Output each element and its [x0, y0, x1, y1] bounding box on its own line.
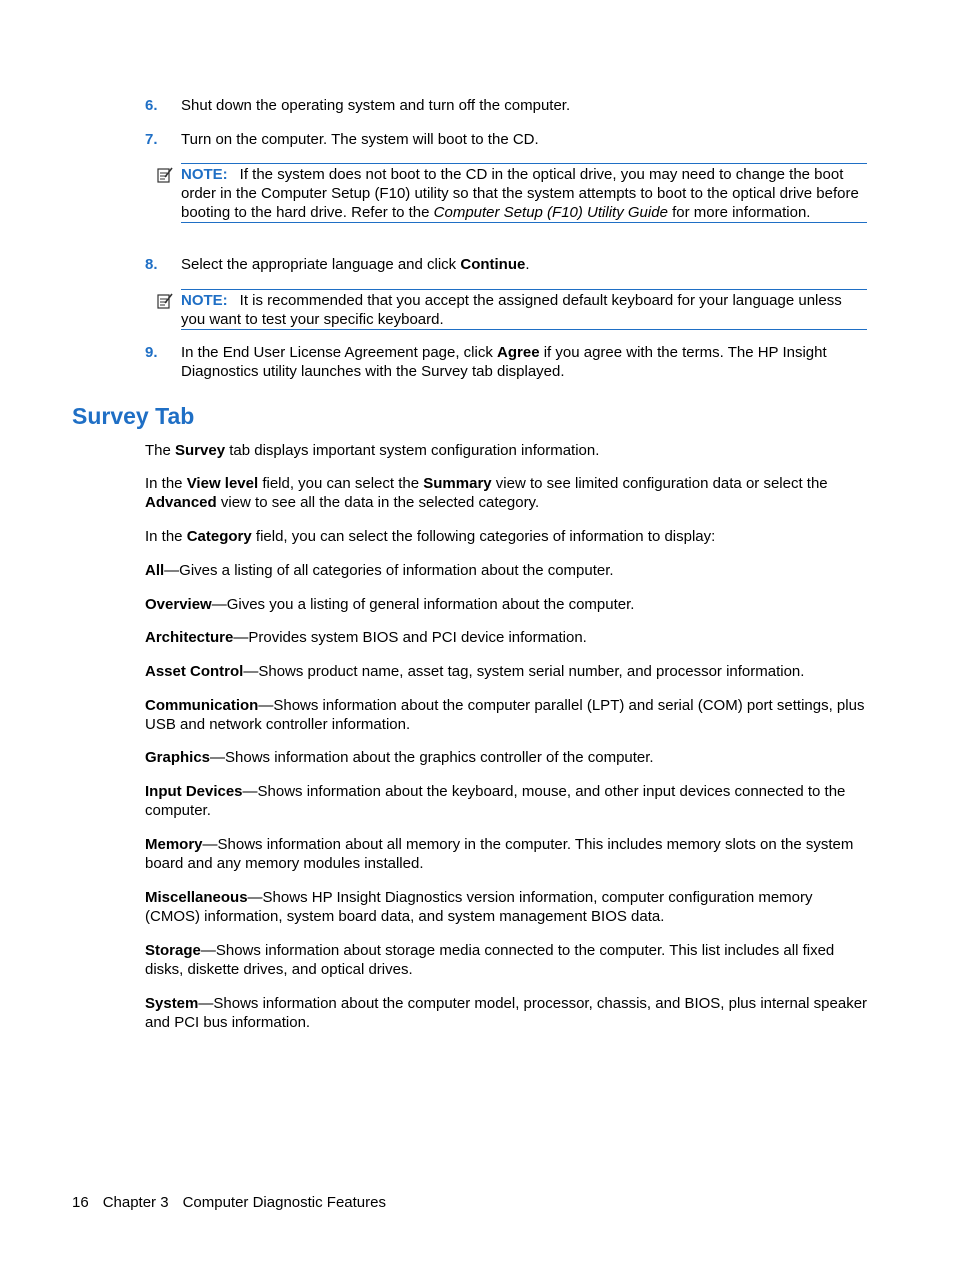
- category-item: [145, 888, 871, 926]
- note-icon: [156, 292, 174, 310]
- step-text: [181, 343, 871, 381]
- step-text: Shut down the operating system and turn off the computer.: [181, 97, 571, 114]
- note-icon: [156, 166, 174, 184]
- category-item: [145, 561, 871, 580]
- note-text-end: for more information.: [667, 204, 811, 221]
- category-name: Input Devices: [145, 783, 243, 800]
- category-description: —Shows product name, asset tag, system serial number, and processor information.: [243, 663, 805, 680]
- step-number: 8.: [145, 256, 158, 273]
- step-text-part: Select the appropriate language and click: [181, 256, 461, 273]
- category-description: —Shows HP Insight Diagnostics version information, computer configuration memory (CMOS) information, system board data, and system management BIOS data.: [145, 889, 813, 925]
- category-name: Overview: [145, 596, 212, 613]
- agree-term: Agree: [497, 344, 540, 361]
- category-name: System: [145, 995, 199, 1012]
- category-name: Miscellaneous: [145, 889, 248, 906]
- category-name: Asset Control: [145, 663, 244, 680]
- step-number: 9.: [145, 344, 158, 361]
- note-label: NOTE:: [181, 166, 228, 183]
- step-text-part: if you agree with the terms. The HP Insight Diagnostics utility launches with the Survey tab displayed.: [181, 344, 827, 380]
- category-description: —Provides system BIOS and PCI device information.: [233, 629, 587, 646]
- text: In the: [145, 475, 187, 492]
- text: view to see limited configuration data or select the: [491, 475, 828, 492]
- text: In the: [145, 528, 187, 545]
- category-item: [145, 748, 871, 767]
- category-description: —Shows information about all memory in the computer. This includes memory slots on the system board and any memory modules installed.: [145, 836, 854, 872]
- advanced-term: Advanced: [145, 494, 217, 511]
- note-guide-title: Computer Setup (F10) Utility Guide: [433, 204, 668, 221]
- category-paragraph: [145, 527, 871, 546]
- category-item: [145, 662, 871, 681]
- step-number: 7.: [145, 131, 158, 148]
- category-term: Category: [186, 528, 252, 545]
- chapter-label: Chapter 3: [102, 1194, 169, 1211]
- category-description: —Shows information about the keyboard, mouse, and other input devices connected to the computer.: [145, 783, 846, 819]
- step-text: [181, 255, 871, 274]
- note-label: NOTE:: [181, 292, 228, 309]
- page-footer: [72, 1193, 400, 1212]
- category-item: [145, 835, 871, 873]
- category-item: [145, 696, 871, 734]
- survey-intro: [145, 441, 871, 460]
- view-level-paragraph: [145, 474, 871, 512]
- category-item: [145, 994, 871, 1032]
- step-number: 6.: [145, 97, 158, 114]
- category-name: Graphics: [145, 749, 211, 766]
- continue-term: Continue: [460, 256, 526, 273]
- view-level-term: View level: [186, 475, 259, 492]
- category-name: Architecture: [145, 629, 234, 646]
- category-name: Communication: [145, 697, 259, 714]
- category-description: —Gives you a listing of general information about the computer.: [211, 596, 635, 613]
- category-description: —Gives a listing of all categories of information about the computer.: [164, 562, 614, 579]
- note-box: [181, 163, 867, 223]
- chapter-title: Computer Diagnostic Features: [182, 1194, 386, 1211]
- text: The: [145, 442, 176, 459]
- category-description: —Shows information about the computer model, processor, chassis, and BIOS, plus internal speaker and PCI bus information.: [145, 995, 868, 1031]
- step-text-part: In the End User License Agreement page, click: [181, 344, 498, 361]
- note-box: [181, 289, 867, 330]
- category-name: Memory: [145, 836, 203, 853]
- text: tab displays important system configuration information.: [225, 442, 600, 459]
- category-item: [145, 782, 871, 820]
- category-name: Storage: [145, 942, 201, 959]
- category-item: [145, 595, 871, 614]
- category-description: —Shows information about the graphics controller of the computer.: [210, 749, 654, 766]
- section-title: Survey Tab: [72, 403, 195, 429]
- page-number: 16: [72, 1194, 89, 1211]
- category-description: —Shows information about the computer parallel (LPT) and serial (COM) port settings, plus USB and network controller information.: [145, 697, 865, 733]
- text: field, you can select the: [258, 475, 424, 492]
- step-text-part: .: [525, 256, 530, 273]
- text: view to see all the data in the selected category.: [216, 494, 540, 511]
- category-item: [145, 628, 871, 647]
- text: field, you can select the following categories of information to display:: [251, 528, 716, 545]
- category-name: All: [145, 562, 165, 579]
- summary-term: Summary: [423, 475, 492, 492]
- survey-term: Survey: [175, 442, 226, 459]
- note-text: It is recommended that you accept the assigned default keyboard for your language unless you want to test your specific keyboard.: [181, 292, 842, 328]
- step-text: Turn on the computer. The system will boot to the CD.: [181, 131, 539, 148]
- category-description: —Shows information about storage media connected to the computer. This list includes all fixed disks, diskette drives, and optical drives.: [145, 942, 835, 978]
- category-item: [145, 941, 871, 979]
- note-text: If the system does not boot to the CD in the optical drive, you may need to change the boot order in the Computer Setup (F10) utility so that the system attempts to boot to the optical drive before booting to the hard drive. Refer to the: [181, 166, 859, 221]
